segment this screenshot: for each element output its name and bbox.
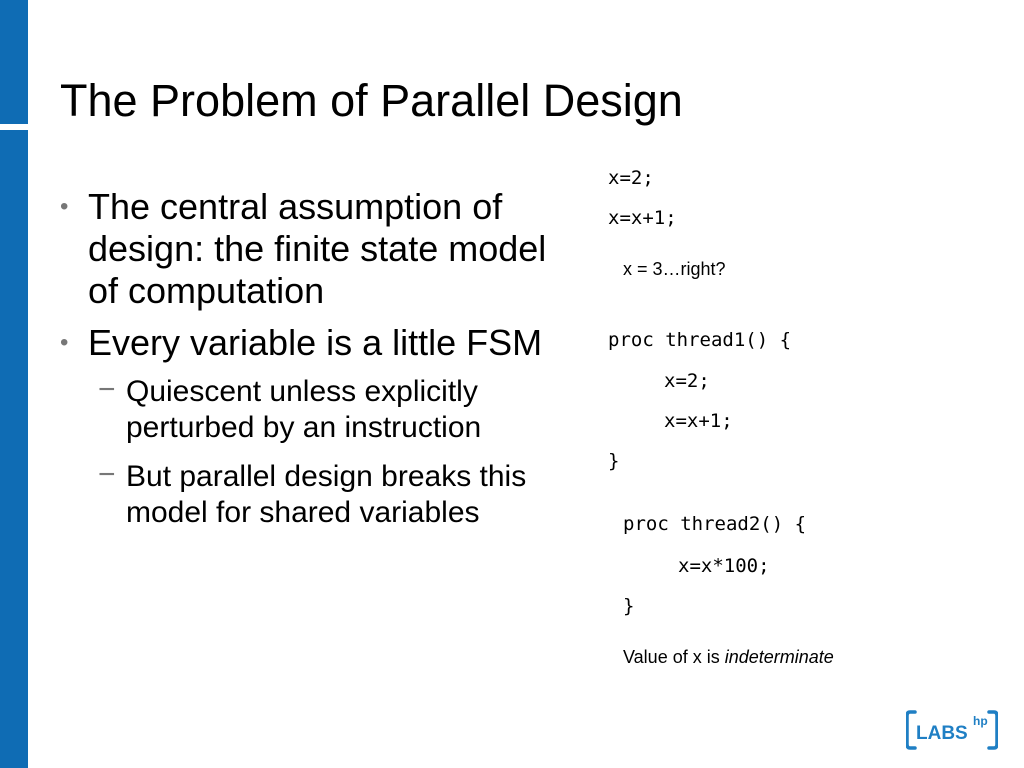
logo-superscript: hp	[973, 714, 988, 728]
accent-bar	[0, 0, 28, 768]
thread2-line-1: x=x*100;	[678, 555, 770, 577]
bullet-dot-icon: •	[60, 329, 69, 356]
sub-bullet-item	[88, 459, 560, 531]
accent-bar-notch	[0, 124, 28, 130]
result-text	[623, 647, 834, 668]
thread1-header: proc thread1() {	[608, 329, 792, 351]
sub-bullet-list	[88, 374, 560, 531]
accent-bar-rule	[28, 125, 58, 128]
bullet-dot-icon: •	[60, 193, 69, 220]
code-line-2: x=x+1;	[608, 207, 677, 229]
bullet-item	[60, 322, 560, 531]
result-prefix: Value of x is	[623, 647, 725, 667]
code-line-1: x=2;	[608, 167, 654, 189]
sub-bullet-text: But parallel design breaks this model for shared variables	[126, 460, 527, 529]
dash-icon: −	[98, 458, 116, 491]
thread2-close: }	[623, 595, 635, 617]
logo-right-bracket	[989, 712, 997, 748]
bullet-text: The central assumption of design: the finite state model of computation	[88, 186, 547, 311]
thread2-header: proc thread2() {	[623, 513, 807, 535]
thread1-line-1: x=2;	[664, 370, 710, 392]
slide-title: The Problem of Parallel Design	[60, 75, 683, 126]
logo-left-bracket	[907, 712, 915, 748]
bullet-text: Every variable is a little FSM	[88, 322, 543, 363]
bullet-list	[60, 186, 560, 531]
thread1-close: }	[608, 450, 620, 472]
question-text: x = 3…right?	[623, 259, 726, 279]
bullet-item	[60, 186, 560, 312]
thread1-line-2: x=x+1;	[664, 410, 733, 432]
sub-bullet-item	[88, 374, 560, 446]
hp-labs-logo	[906, 710, 998, 750]
sub-bullet-text: Quiescent unless explicitly perturbed by an instruction	[126, 375, 482, 444]
result-emphasis: indeterminate	[724, 647, 834, 667]
dash-icon: −	[98, 373, 116, 406]
logo-text: LABS	[916, 723, 968, 744]
